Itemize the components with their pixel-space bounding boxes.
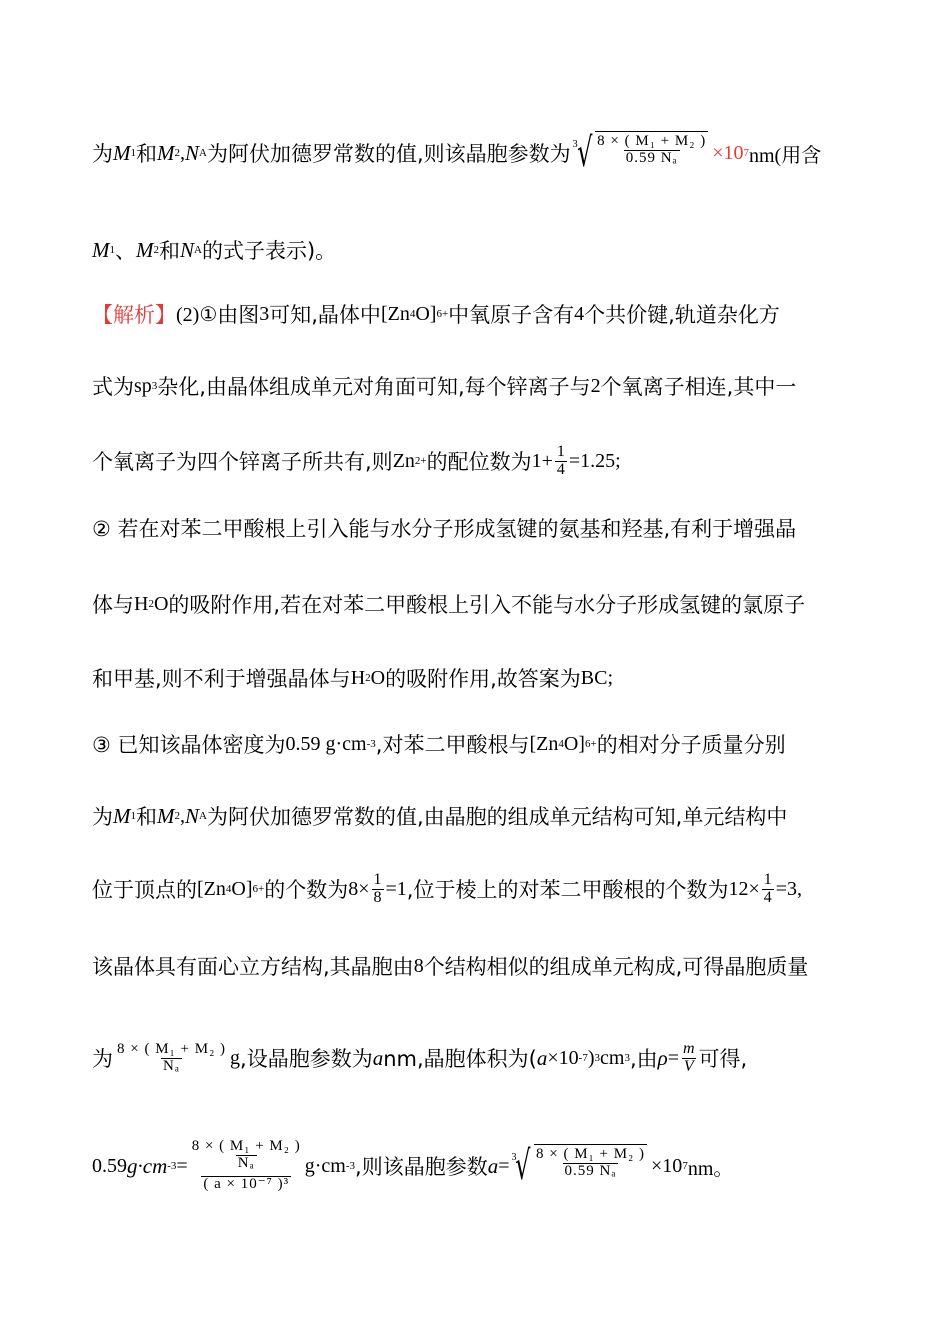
text-segment: (2)① <box>176 303 218 326</box>
paragraph-line-9: ③ 已知该晶体密度为 0.59 g·cm -3 ,对苯二甲酸根与 [Zn 4 O] 6+ 的相对分子质量分别 <box>92 726 860 762</box>
expression: 1+ <box>531 449 553 472</box>
radical-sign: √ <box>515 1143 531 1189</box>
var-na: N <box>185 803 200 828</box>
ion-formula: O] <box>563 732 585 755</box>
fraction-numerator: 1 <box>556 442 565 460</box>
var-na: N <box>180 237 195 262</box>
fraction-denominator: V <box>683 1057 694 1075</box>
text-segment: nm,晶胞体积为( <box>383 1047 537 1071</box>
paragraph-line-7: 体与 H 2 O 的吸附作用,若在对苯二甲酸根上引入不能与水分子形成氢键的氯原子 <box>92 586 860 622</box>
text-segment: 可得, <box>698 1047 748 1071</box>
density-fraction <box>681 1041 697 1076</box>
text-segment: 为 <box>92 1047 113 1071</box>
text-segment: 和 <box>136 142 157 166</box>
formula: H <box>134 592 149 615</box>
paragraph-line-3: 【解析】 (2)① 由图 3 可知,晶体中 [Zn 4 O] 6+ 中氧原子含有 4 个共价键,轨道杂化方 <box>92 296 860 332</box>
fraction-numerator: 8 × ( M₁ + M₂ ) <box>535 1146 646 1162</box>
paragraph-line-11: 位于顶点的 [Zn 4 O] 6+ 的个数为 8× $\frac{1}{8}$ =1 ,位于棱上的对苯二甲酸根的个数为 12× $\frac{1}{4}$ =3, <box>92 870 803 906</box>
ion-formula: [Zn <box>529 732 559 755</box>
unit: cm <box>600 1046 625 1069</box>
text-segment: 的配位数为 <box>426 450 532 474</box>
paragraph-line-8: 和甲基,则不利于增强晶体与 H 2 O 的吸附作用,故答案为 BC ; <box>92 660 860 696</box>
text-segment: 为阿伏加德罗常数的值,由晶胞的组成单元结构可知,单元结构中 <box>206 805 788 829</box>
text-segment: 的式子表示)。 <box>201 239 337 263</box>
expression: =1.25; <box>568 449 621 472</box>
var-a: a <box>487 1153 499 1178</box>
paragraph-line-2: M 1 、 M 2 和 N A 的式子表示)。 <box>92 232 860 268</box>
paragraph-line-14: 0.59 g·cm -3 = 8 × ( M₁ + M₂ ) Nₐ ( a × 10⁻⁷ )³ g·cm -3 ,则该晶胞参数 a = 3 √ $\frac{\text{8 × ( M₁ + M₂ )}}{\text{0.59 Nₐ}}$ ×10 7 nm。 <box>92 1138 734 1192</box>
fraction-denominator: 0.59 Nₐ <box>564 1162 617 1179</box>
text-segment: 和 <box>136 805 157 829</box>
root-fraction <box>595 131 708 167</box>
fraction-numerator: m <box>683 1039 695 1057</box>
text-segment: ,位于棱上的对苯二甲酸根的个数为 <box>406 878 729 902</box>
text-segment: ,由 <box>629 1047 658 1071</box>
text-segment: 为阿伏加德罗常数的值,则该晶胞参数为 <box>206 142 571 166</box>
expression: ) <box>587 1046 595 1069</box>
expression: ×10 <box>547 1046 579 1069</box>
expression: =3, <box>775 877 803 900</box>
paragraph-line-6 <box>92 510 860 546</box>
text-segment: 的吸附作用,故答案为 <box>385 667 581 691</box>
text-segment: 中氧原子含有 <box>448 303 575 327</box>
var-m2: M <box>157 803 175 828</box>
fraction-denominator: Nₐ <box>163 1057 180 1074</box>
unit: g <box>230 1046 241 1069</box>
comma: , <box>180 804 185 827</box>
var-rho: ρ <box>657 1045 668 1070</box>
fraction <box>372 872 384 907</box>
text-segment: nm(用含 <box>748 144 822 167</box>
number: 4 <box>574 302 585 325</box>
fraction-numerator: 8 × ( M₁ + M₂ ) <box>597 133 707 149</box>
expression: 12× <box>728 877 760 900</box>
text-segment: 和甲基,则不利于增强晶体与 <box>92 667 351 691</box>
cube-root <box>573 131 711 175</box>
text-segment: 个共价键,轨道杂化方 <box>584 303 780 327</box>
expression: 8× <box>348 877 370 900</box>
analysis-label: 【解析】 <box>92 303 176 327</box>
expression: ×10 <box>651 1154 683 1177</box>
fraction-numerator: 8 × ( M₁ + M₂ ) <box>117 1040 227 1057</box>
text-segment: 杂化,由晶体组成单元对角面可知,每个锌离子与 <box>157 375 591 399</box>
text-segment: ,设晶胞参数为 <box>240 1047 373 1071</box>
ion-formula: O] <box>415 302 437 325</box>
unit: g·cm <box>127 1153 168 1178</box>
text-segment: 位于顶点的 <box>92 878 197 902</box>
var-m1: M <box>113 803 131 828</box>
formula: O <box>370 666 386 689</box>
fraction-denominator: 4 <box>763 888 772 906</box>
number: 8 <box>413 954 424 977</box>
root-index: 3 <box>572 139 578 150</box>
var-m2: M <box>157 140 175 165</box>
fraction-denominator: 0.59 Nₐ <box>625 149 678 166</box>
text-segment: ,则该晶胞参数 <box>355 1155 488 1179</box>
text-segment: 为 <box>92 142 113 166</box>
fraction-denominator: 4 <box>556 460 565 478</box>
radical-sign: √ <box>576 130 593 176</box>
density-value: 0.59 <box>92 1154 127 1177</box>
equals: = <box>667 1046 679 1069</box>
text-segment: 个氧离子为四个锌离子所共有,则 <box>92 450 393 474</box>
expression: =1 <box>385 877 407 900</box>
equals: = <box>176 1154 188 1177</box>
ion-formula: [Zn <box>197 877 226 900</box>
red-multiplier: ×10 <box>712 141 744 164</box>
equals: = <box>498 1154 510 1177</box>
text-segment: ,对苯二甲酸根与 <box>375 733 530 757</box>
fraction <box>762 872 774 907</box>
formula: H <box>350 666 366 689</box>
var-na: N <box>185 140 200 165</box>
number: 2 <box>590 374 601 397</box>
unit: g·cm <box>304 1154 346 1177</box>
mass-fraction <box>115 1042 228 1075</box>
text-segment: 该晶体具有面心立方结构,其晶胞由 <box>92 955 414 979</box>
text-segment: 体与 <box>92 593 134 617</box>
fraction-inner-denominator: Nₐ <box>237 1155 255 1172</box>
ion-formula: Zn <box>392 449 415 472</box>
text-segment: 由图 <box>217 303 260 327</box>
fraction-denominator: 8 <box>373 888 382 906</box>
text-segment: 的相对分子质量分别 <box>596 733 786 757</box>
fraction <box>555 444 567 479</box>
fraction-numerator: 8 × ( M₁ + M₂ ) <box>191 1138 301 1155</box>
text-segment: 为 <box>92 805 113 829</box>
var-m1: M <box>113 140 131 165</box>
text-segment: 、 <box>115 239 136 263</box>
paragraph-line-4: 式为 sp 3 杂化,由晶体组成单元对角面可知,每个锌离子与 2 个氧离子相连,其中一 <box>92 368 860 404</box>
text-segment: ② 若在对苯二甲酸根上引入能与水分子形成氢键的氨基和羟基,有利于增强晶 <box>92 517 797 541</box>
answer: BC <box>580 666 608 689</box>
ion-formula: [Zn <box>380 302 410 325</box>
fraction-numerator: 1 <box>373 870 382 888</box>
text-segment: 个结构相似的组成单元构成,可得晶胞质量 <box>423 955 809 979</box>
figure-number: 3 <box>259 302 270 325</box>
var-m2: M <box>136 237 154 262</box>
paragraph-line-13: 为 $\frac{\text{8 × ( M₁ + M₂ )}}{\text{Nₐ}}$ g ,设晶胞参数为 a nm,晶胞体积为( a ×10 -7 ) 3 cm 3 ,由 ρ = $\frac{m}{V}$ 可得, <box>92 1039 748 1075</box>
var-a: a <box>372 1045 384 1070</box>
fraction-denominator: ( a × 10⁻⁷ )³ <box>203 1175 290 1192</box>
hybridization: sp <box>134 374 152 397</box>
text-segment: 和 <box>159 239 180 263</box>
paragraph-line-5: 个氧离子为四个锌离子所共有,则 Zn 2+ 的配位数为 1+ $\frac{1}{4}$ =1.25; <box>92 442 621 478</box>
density-value: 0.59 g·cm <box>285 732 367 755</box>
text-segment: 式为 <box>92 375 134 399</box>
var-m1: M <box>92 237 110 262</box>
text-segment: 个氧离子相连,其中一 <box>600 375 797 399</box>
cube-root <box>511 1144 649 1188</box>
text-segment: 可知,晶体中 <box>269 303 381 327</box>
root-index: 3 <box>511 1152 517 1163</box>
paragraph-line-10: 为 M 1 和 M 2 , N A 为阿伏加德罗常数的值,由晶胞的组成单元结构可知,单元结构中 <box>92 798 860 834</box>
formula: O <box>153 592 169 615</box>
unit: nm。 <box>687 1157 734 1180</box>
text-segment: ③ 已知该晶体密度为 <box>92 733 286 757</box>
var-a: a <box>536 1045 548 1070</box>
paragraph-line-1: 为 M 1 和 M 2 , N A 为阿伏加德罗常数的值,则该晶胞参数为 3 √ $\frac{\text{8 × ( M₁ + M₂ )}}{\text{0.59 Nₐ}}$ ×10 7 nm(用含 <box>92 130 822 176</box>
paragraph-line-12 <box>92 948 860 984</box>
text-segment: 的吸附作用,若在对苯二甲酸根上引入不能与水分子形成氢键的氯原子 <box>168 593 806 617</box>
text-segment: ; <box>607 666 614 689</box>
root-fraction <box>534 1144 647 1180</box>
complex-fraction <box>190 1139 303 1192</box>
comma: , <box>180 141 185 164</box>
ion-formula: O] <box>231 877 253 900</box>
text-segment: 的个数为 <box>264 878 349 902</box>
fraction-numerator: 1 <box>763 870 772 888</box>
